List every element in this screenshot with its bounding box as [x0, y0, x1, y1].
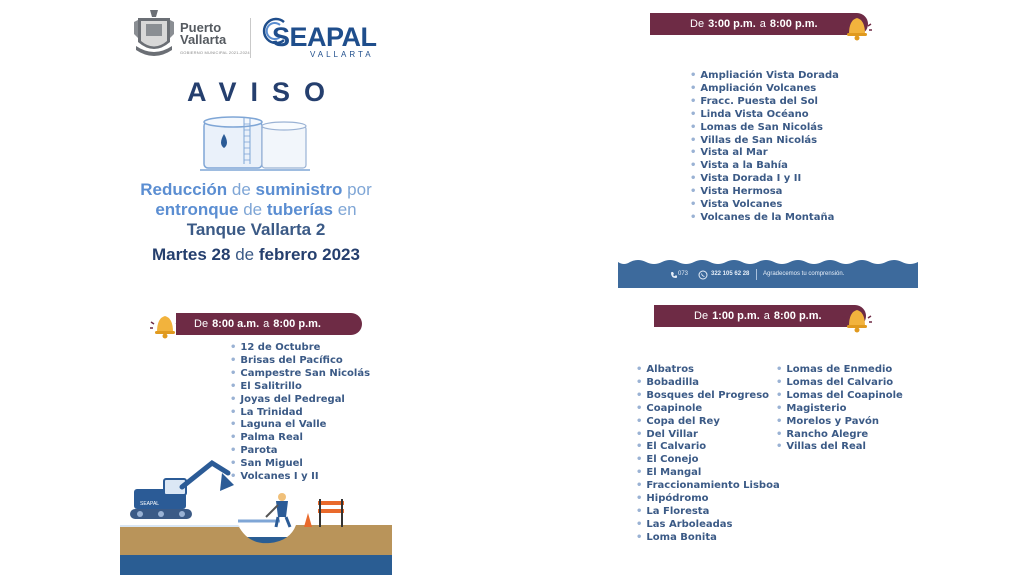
neighborhood-item: • El Salitrillo	[230, 381, 370, 394]
morning-time-bar	[176, 313, 362, 335]
neighborhood-item: • Bobadilla	[636, 377, 780, 390]
whatsapp-phone: 322 105 62 28	[711, 271, 750, 277]
logo-divider	[250, 18, 251, 58]
neighborhood-item: • Villas de San Nicolás	[690, 135, 839, 148]
bell-icon	[840, 10, 874, 44]
neighborhood-item: • Linda Vista Océano	[690, 109, 839, 122]
afternoon-time-bar	[650, 13, 868, 35]
neighborhood-item: • Bosques del Progreso	[636, 390, 780, 403]
time-prefix: De	[694, 310, 709, 322]
neighborhood-item: • Magisterio	[776, 403, 903, 416]
contact-banner	[618, 258, 918, 288]
neighborhood-item: • Vista Volcanes	[690, 199, 839, 212]
neighborhood-item: • El Conejo	[636, 454, 780, 467]
puerto-vallarta-tagline: GOBIERNO MUNICIPAL 2021-2024	[180, 50, 250, 55]
seapal-subtitle: VALLARTA	[310, 50, 374, 59]
banner-divider	[756, 269, 757, 280]
neighborhood-item: • San Miguel	[230, 458, 370, 471]
neighborhood-item: • Ampliación Vista Dorada	[690, 70, 839, 83]
neighborhood-item: • Morelos y Pavón	[776, 416, 903, 429]
midday-neighborhood-list	[776, 364, 903, 454]
notice-title: AVISO	[186, 77, 339, 107]
neighborhood-item: • Coapinole	[636, 403, 780, 416]
neighborhood-item: • Brisas del Pacífico	[230, 355, 370, 368]
neighborhood-item: • Loma Bonita	[636, 532, 780, 545]
neighborhood-item: • El Mangal	[636, 467, 780, 480]
neighborhood-item: • Parota	[230, 445, 370, 458]
puerto-vallarta-wordmark: Puerto Vallarta	[180, 20, 227, 47]
headline-word: suministro	[255, 180, 343, 199]
date-month-year: febrero 2023	[258, 245, 360, 264]
neighborhood-item: • Lomas de San Nicolás	[690, 122, 839, 135]
neighborhood-item: • Joyas del Pedregal	[230, 394, 370, 407]
neighborhood-item: • Volcanes I y II	[230, 471, 370, 484]
short-phone: 073	[678, 271, 689, 277]
headline-word: de	[231, 180, 251, 199]
water-tank-icon	[200, 112, 310, 176]
midday-neighborhood-list	[636, 364, 780, 545]
neighborhood-item: • Del Villar	[636, 429, 780, 442]
time-end: 8:00 p.m.	[273, 318, 321, 330]
neighborhood-item: • Rancho Alegre	[776, 429, 903, 442]
neighborhood-item: • Lomas del Calvario	[776, 377, 903, 390]
neighborhood-item: • Laguna el Valle	[230, 419, 370, 432]
time-prefix: De	[690, 18, 705, 30]
tank-name: Tanque Vallarta 2	[186, 220, 326, 239]
time-start: 3:00 p.m.	[708, 18, 756, 30]
construction-scene-illustration	[120, 455, 392, 575]
notice-date	[120, 245, 392, 265]
left-notice-panel	[120, 0, 392, 575]
neighborhood-item: • La Trinidad	[230, 407, 370, 420]
headline-word: por	[347, 180, 372, 199]
truck-brand: SEAPAL	[140, 501, 160, 507]
neighborhood-item: • Volcanes de la Montaña	[690, 212, 839, 225]
neighborhood-item: • Lomas del Coapinole	[776, 390, 903, 403]
time-joiner: a	[263, 318, 270, 330]
seapal-wordmark: SEAPAL	[272, 22, 377, 52]
time-joiner: a	[759, 18, 766, 30]
neighborhood-item: • Ampliación Volcanes	[690, 83, 839, 96]
time-joiner: a	[763, 310, 770, 322]
neighborhood-item: • El Calvario	[636, 441, 780, 454]
midday-time-bar	[654, 305, 866, 327]
neighborhood-item: • Vista al Mar	[690, 147, 839, 160]
neighborhood-item: • Villas del Real	[776, 441, 903, 454]
time-start: 8:00 a.m.	[212, 318, 260, 330]
neighborhood-item: • Las Arboleadas	[636, 519, 780, 532]
neighborhood-item: • Palma Real	[230, 432, 370, 445]
bell-icon	[840, 302, 874, 336]
neighborhood-item: • Albatros	[636, 364, 780, 377]
time-start: 1:00 p.m.	[712, 310, 760, 322]
headline-word: entronque	[155, 200, 239, 219]
time-prefix: De	[194, 318, 209, 330]
date-joiner: de	[235, 245, 255, 264]
headline-word: Reducción	[140, 180, 228, 199]
headline-word: tuberías	[266, 200, 333, 219]
headline-word: de	[243, 200, 263, 219]
neighborhood-item: • Campestre San Nicolás	[230, 368, 370, 381]
neighborhood-item: • Copa del Rey	[636, 416, 780, 429]
neighborhood-item: • Vista Hermosa	[690, 186, 839, 199]
neighborhood-item: • Fracc. Puesta del Sol	[690, 96, 839, 109]
thanks-message: Agradecemos tu comprensión.	[763, 271, 845, 277]
banner-wave	[618, 258, 918, 266]
puerto-vallarta-seal-icon	[132, 8, 176, 64]
neighborhood-item: • Hipódromo	[636, 493, 780, 506]
neighborhood-item: • Vista Dorada I y II	[690, 173, 839, 186]
neighborhood-item: • Fraccionamiento Lisboa	[636, 480, 780, 493]
whatsapp-icon	[698, 270, 708, 280]
neighborhood-item: • Vista a la Bahía	[690, 160, 839, 173]
headline-word: en	[337, 200, 357, 219]
neighborhood-item: • La Floresta	[636, 506, 780, 519]
neighborhood-item: • 12 de Octubre	[230, 342, 370, 355]
time-end: 8:00 p.m.	[769, 18, 818, 30]
afternoon-neighborhood-list	[690, 70, 839, 225]
time-end: 8:00 p.m.	[773, 310, 822, 322]
notice-headline	[120, 180, 392, 240]
date-day: Martes 28	[152, 245, 231, 264]
phone-icon	[670, 271, 678, 279]
neighborhood-item: • Lomas de Enmedio	[776, 364, 903, 377]
right-notice-panel	[618, 0, 918, 575]
